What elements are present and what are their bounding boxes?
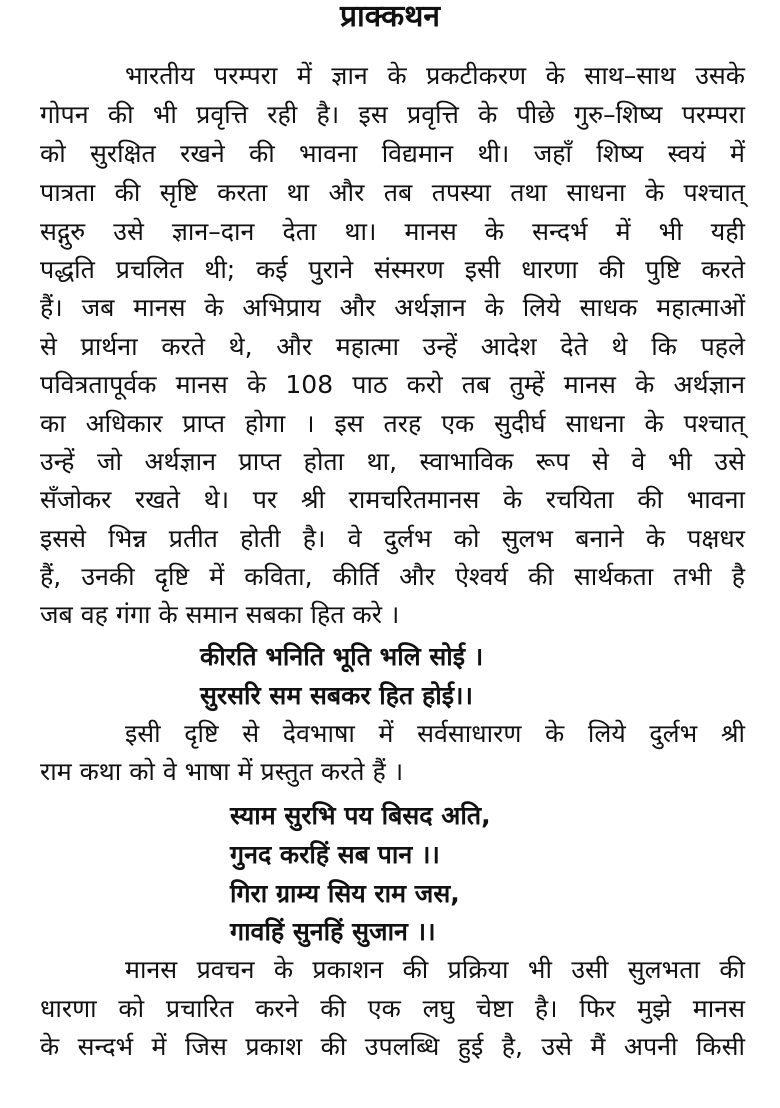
- paragraph-line: पवित्रतापूर्वक मानस के 108 पाठ करो तब तुम्हें मानस के अर्थज्ञान: [40, 370, 745, 399]
- paragraph-line: इसी दृष्टि से देवभाषा में सर्वसाधारण के लिये दुर्लभ श्री: [125, 719, 745, 748]
- paragraph-line: सद्गुरु उसे ज्ञान–दान देता था। मानस के सन्दर्भ में भी यही: [40, 217, 745, 246]
- paragraph-line: पद्धति प्रचलित थी; कई पुराने संस्मरण इसी धारणा की पुष्टि करते: [40, 255, 745, 284]
- paragraph-line: को सुरक्षित रखने की भावना विद्यमान थी। जहाँ शिष्य स्वयं में: [40, 139, 745, 168]
- paragraph-line: धारणा को प्रचारित करने की एक लघु चेष्टा है। फिर मुझे मानस: [40, 994, 745, 1023]
- page-title: प्राक्कथन: [339, 0, 441, 34]
- paragraph-line: पात्रता की सृष्टि करता था और तब तपस्या तथा साधना के पश्चात्: [40, 178, 745, 207]
- verse-line: गिरा ग्राम्य सिय राम जस,: [230, 879, 460, 908]
- paragraph-line: सँजोकर रखते थे। पर श्री रामचरितमानस के रचयिता की भावना: [40, 485, 745, 514]
- paragraph-line: के सन्दर्भ में जिस प्रकाश की उपलब्धि हुई है, उसे मैं अपनी किसी: [40, 1032, 745, 1061]
- paragraph-line: उन्हें जो अर्थज्ञान प्राप्त होता था, स्वाभाविक रूप से वे भी उसे: [40, 447, 745, 476]
- verse-line: स्याम सुरभि पय बिसद अति,: [230, 801, 491, 830]
- paragraph-line: हैं, उनकी दृष्टि में कविता, कीर्ति और ऐश्वर्य की सार्थकता तभी है: [40, 562, 745, 591]
- paragraph-line: राम कथा को वे भाषा में प्रस्तुत करते हैं ।: [40, 757, 404, 786]
- verse-line: सुरसरि सम सबकर हित होई।।: [200, 681, 473, 710]
- paragraph-line: से प्रार्थना करते थे, और महात्मा उन्हें आदेश देते थे कि पहले: [40, 332, 745, 361]
- paragraph-line: भारतीय परम्परा में ज्ञान के प्रकटीकरण के साथ–साथ उसके: [125, 61, 745, 90]
- paragraph-line: इससे भिन्न प्रतीत होती है। वे दुर्लभ को सुलभ बनाने के पक्षधर: [40, 524, 745, 553]
- paragraph-line: का अधिकार प्राप्त होगा । इस तरह एक सुदीर्घ साधना के पश्चात्: [40, 409, 745, 438]
- paragraph-line: हैं। जब मानस के अभिप्राय और अर्थज्ञान के लिये साधक महात्माओं: [40, 293, 745, 322]
- paragraph-line: मानस प्रवचन के प्रकाशन की प्रक्रिया भी उसी सुलभता की: [125, 955, 745, 984]
- paragraph-line: जब वह गंगा के समान सबका हित करे ।: [40, 600, 400, 629]
- verse-line: गुनद करहिं सब पान ।।: [230, 840, 440, 869]
- verse-line: कीरति भनिति भूति भलि सोई ।: [200, 642, 484, 671]
- paragraph-line: गोपन की भी प्रवृत्ति रही है। इस प्रवृत्ति के पीछे गुरु–शिष्य परम्परा: [40, 100, 745, 129]
- verse-line: गावहिं सुनहिं सुजान ।।: [230, 917, 436, 946]
